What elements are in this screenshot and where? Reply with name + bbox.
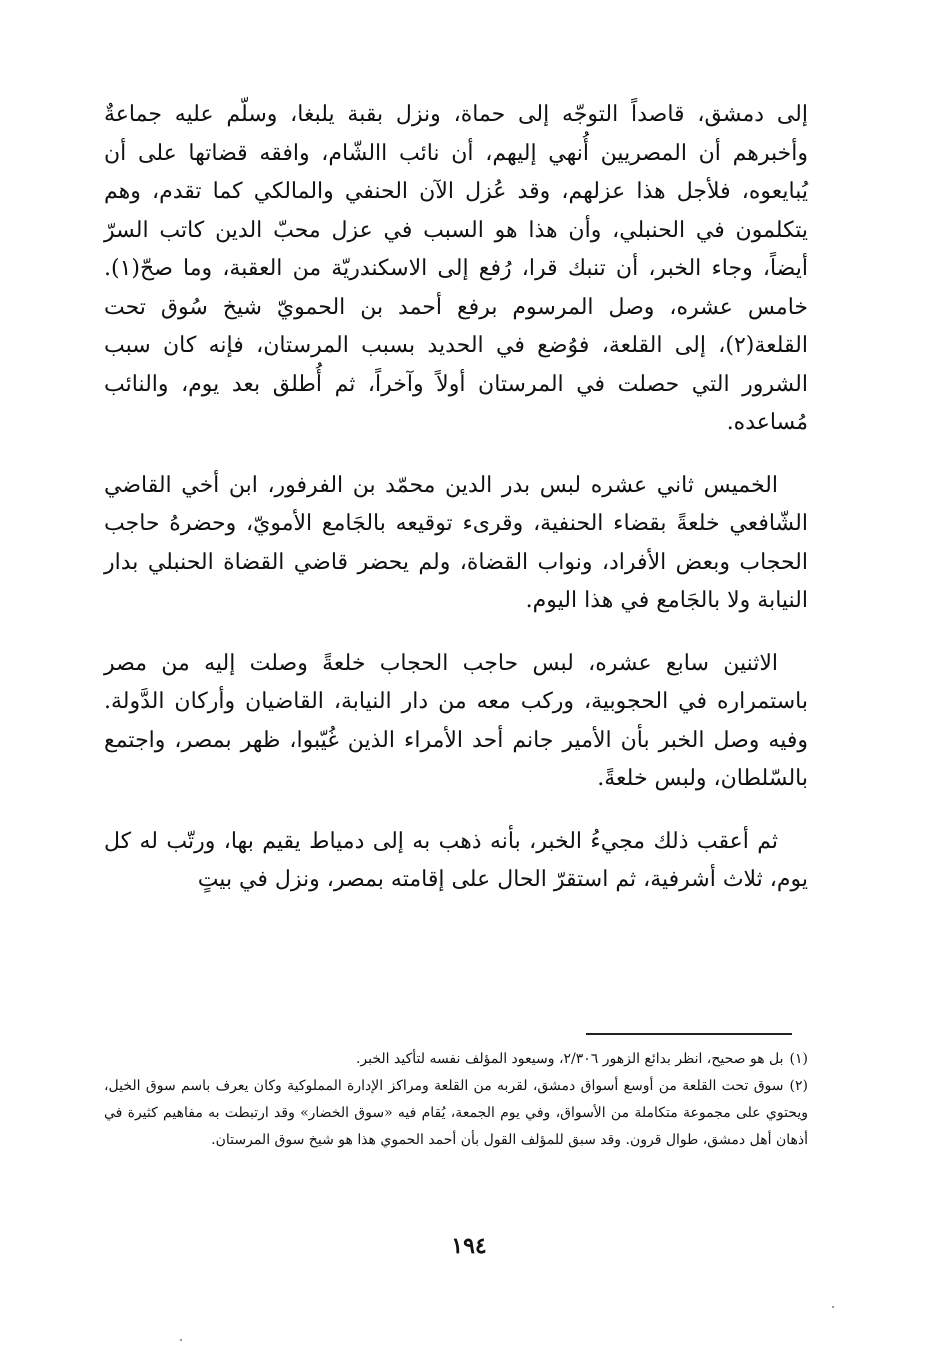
footnote-text: سوق تحت القلعة من أوسع أسواق دمشق، لقربه من القلعة ومراكز الإدارة المملوكية وكان يعرف باسم سوق الخيل، ويحتوي على مجموعة متكاملة من الأسواق، وفي يوم الجمعة، يُقام فيه «سوق الخضار» وقد ارتبطت به مفاهيم كثيرة في أذهان أهل دمشق، طوال قرون. وقد سبق للمؤلف القول بأن أحمد الحموي هذا هو شيخ سوق المرستان. <box>104 1078 808 1148</box>
footnote-1 <box>104 1046 808 1073</box>
footnote-divider <box>586 1033 792 1035</box>
scan-speck <box>180 1339 182 1341</box>
paragraph-3: الاثنين سابع عشره، لبس حاجب الحجاب خلعةً وصلت إليه من مصر باستمراره في الحجوبية، وركب معه من دار النيابة، القاضيان وأركان الدَّولة. وفيه وصل الخبر بأن الأمير جانم أحد الأمراء الذين غُيّبوا، ظهر بمصر، واجتمع بالسّلطان، ولبس خلعةً. <box>104 650 808 791</box>
scan-speck <box>832 1306 834 1308</box>
paragraph-2: الخميس ثاني عشره لبس بدر الدين محمّد بن الفرفور، ابن أخي القاضي الشّافعي خلعةً بقضاء الحنفية، وقرىء توقيعه بالجَامع الأمويّ، وحضرهُ حاجب الحجاب وبعض الأفراد، ونواب القضاة، ولم يحضر قاضي القضاة الحنبلي بدار النيابة ولا بالجَامع في هذا اليوم. <box>104 472 808 613</box>
paragraph-1: إلى دمشق، قاصداً التوجّه إلى حماة، ونزل بقبة يلبغا، وسلّم عليه جماعةٌ وأخبرهم أن المصريين أُنهي إليهم، أن نائب االشّام، وافقه قضاتها على أن يُبايعوه، فلأجل هذا عزلهم، وقد عُزل الآن الحنفي والمالكي كما تقدم، وهم يتكلمون في الحنبلي، وأن هذا هو السبب في عزل محبّ الدين كاتب السرّ أيضاً، وجاء الخبر، أن تنبك قرا، رُفع إلى الاسكندريّة من العقبة، وما صحّ(١). خامس عشره، وصل المرسوم برفع أحمد بن الحمويّ شيخ سُوق تحت القلعة(٢)، إلى القلعة، فوُضع في الحديد بسبب المرستان، فإنه كان سبب الشرور التي حصلت في المرستان أولاً وآخراً، ثم أُطلق بعد يوم، والنائب مُساعده. <box>104 102 808 435</box>
page-number: ١٩٤ <box>451 1233 487 1259</box>
footnote-text: بل هو صحيح، انظر بدائع الزهور ٢/٣٠٦، وسيعود المؤلف نفسه لتأكيد الخبر. <box>355 1051 784 1067</box>
footnotes <box>104 1046 808 1154</box>
footnote-number: (٢) <box>789 1078 808 1094</box>
paragraph-4: ثم أعقب ذلك مجيءُ الخبر، بأنه ذهب به إلى دمياط يقيم بها، ورتّب له كل يوم، ثلاث أشرفية، ثم استقرّ الحال على إقامته بمصر، ونزل في بيتٍ <box>104 828 808 892</box>
main-text <box>104 96 808 924</box>
footnote-2 <box>104 1073 808 1154</box>
footnote-number: (١) <box>789 1051 808 1067</box>
